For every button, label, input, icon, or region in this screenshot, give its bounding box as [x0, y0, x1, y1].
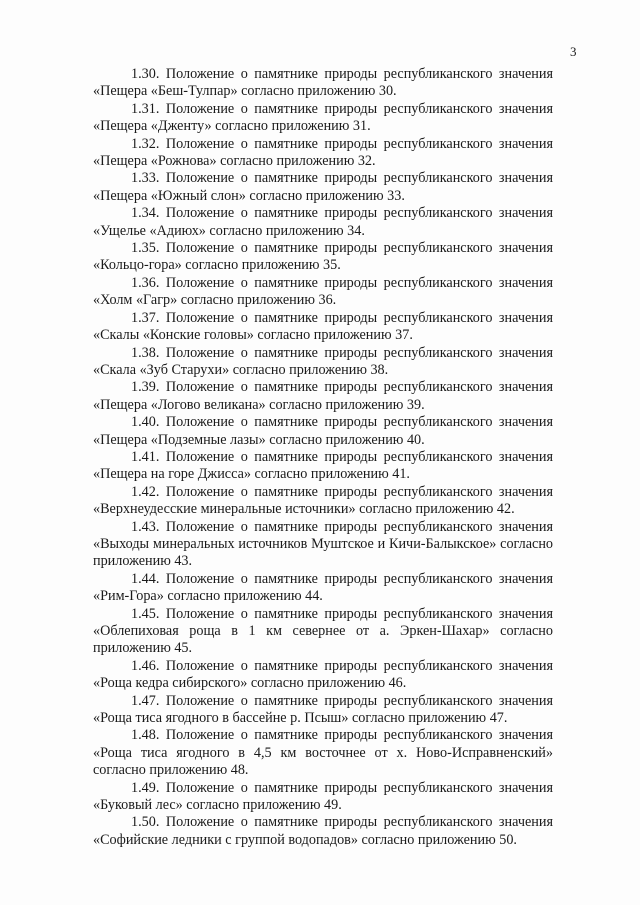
- list-item: [93, 136, 553, 171]
- item-heading-line: 1.35. Положение о памятнике природы республиканского значения: [131, 240, 553, 257]
- document-body: [93, 66, 553, 849]
- list-item: [93, 449, 553, 484]
- item-object-name: «Рим-Гора» согласно приложению 44.: [93, 588, 323, 605]
- list-item: [93, 275, 553, 310]
- item-heading-line: 1.45. Положение о памятнике природы республиканского значения: [131, 605, 553, 622]
- item-object-name: «Роща тиса ягодного в 4,5 км восточнее от х. Ново-Исправненский» согласно приложению 48.: [93, 744, 553, 779]
- item-object-name: «Роща тиса ягодного в бассейне р. Псыш» согласно приложению 47.: [93, 710, 508, 727]
- item-object-name: «Пещера на горе Джисса» согласно приложению 41.: [93, 466, 410, 483]
- item-object-name: «Верхнеудесские минеральные источники» согласно приложению 42.: [93, 501, 515, 518]
- item-heading-line: 1.46. Положение о памятнике природы республиканского значения: [131, 657, 553, 674]
- item-heading-line: 1.41. Положение о памятнике природы республиканского значения: [131, 448, 553, 465]
- list-item: [93, 310, 553, 345]
- list-item: [93, 101, 553, 136]
- list-item: [93, 345, 553, 380]
- list-item: [93, 571, 553, 606]
- item-heading-line: 1.37. Положение о памятнике природы республиканского значения: [131, 309, 553, 326]
- item-object-name: «Пещера «Южный слон» согласно приложению 33.: [93, 187, 405, 204]
- item-object-name: «Скала «Зуб Старухи» согласно приложению 38.: [93, 361, 389, 378]
- list-item: [93, 66, 553, 101]
- item-heading-line: 1.32. Положение о памятнике природы республиканского значения: [131, 135, 553, 152]
- item-heading-line: 1.43. Положение о памятнике природы республиканского значения: [131, 518, 553, 535]
- item-object-name: «Выходы минеральных источников Муштское и Кичи-Балыкское» согласно приложению 43.: [93, 535, 553, 570]
- item-heading-line: 1.47. Положение о памятнике природы республиканского значения: [131, 692, 553, 709]
- list-item: [93, 240, 553, 275]
- list-item: [93, 379, 553, 414]
- item-heading-line: 1.40. Положение о памятнике природы республиканского значения: [131, 414, 553, 431]
- list-item: [93, 484, 553, 519]
- list-item: [93, 519, 553, 571]
- item-object-name: «Буковый лес» согласно приложению 49.: [93, 797, 342, 814]
- list-item: [93, 170, 553, 205]
- item-object-name: «Ущелье «Адиюх» согласно приложению 34.: [93, 222, 365, 239]
- page-number: 3: [570, 44, 577, 59]
- item-heading-line: 1.48. Положение о памятнике природы республиканского значения: [131, 727, 553, 744]
- list-item: [93, 814, 553, 849]
- item-object-name: «Пещера «Беш-Тулпар» согласно приложению 30.: [93, 83, 397, 100]
- item-heading-line: 1.36. Положение о памятнике природы республиканского значения: [131, 274, 553, 291]
- list-item: [93, 658, 553, 693]
- item-heading-line: 1.31. Положение о памятнике природы республиканского значения: [131, 100, 553, 117]
- list-item: [93, 205, 553, 240]
- item-heading-line: 1.49. Положение о памятнике природы республиканского значения: [131, 779, 553, 796]
- item-object-name: «Кольцо-гора» согласно приложению 35.: [93, 257, 341, 274]
- item-heading-line: 1.50. Положение о памятнике природы республиканского значения: [131, 814, 553, 831]
- item-object-name: «Холм «Гагр» согласно приложению 36.: [93, 292, 337, 309]
- item-heading-line: 1.44. Положение о памятнике природы республиканского значения: [131, 570, 553, 587]
- item-heading-line: 1.38. Положение о памятнике природы республиканского значения: [131, 344, 553, 361]
- list-item: [93, 693, 553, 728]
- item-heading-line: 1.33. Положение о памятнике природы республиканского значения: [131, 170, 553, 187]
- list-item: [93, 606, 553, 658]
- item-object-name: «Пещера «Рожнова» согласно приложению 32.: [93, 153, 376, 170]
- item-heading-line: 1.42. Положение о памятнике природы республиканского значения: [131, 483, 553, 500]
- item-heading-line: 1.34. Положение о памятнике природы республиканского значения: [131, 205, 553, 222]
- item-heading-line: 1.39. Положение о памятнике природы республиканского значения: [131, 379, 553, 396]
- item-object-name: «Облепиховая роща в 1 км севернее от а. Эркен-Шахар» согласно приложению 45.: [93, 623, 553, 657]
- item-heading-line: 1.30. Положение о памятнике природы республиканского значения: [131, 66, 553, 82]
- item-object-name: «Роща кедра сибирского» согласно приложению 46.: [93, 675, 407, 692]
- item-object-name: «Пещера «Дженту» согласно приложению 31.: [93, 118, 371, 135]
- list-item: [93, 727, 553, 779]
- item-object-name: «Пещера «Логово великана» согласно приложению 39.: [93, 396, 425, 413]
- item-object-name: «Пещера «Подземные лазы» согласно приложению 40.: [93, 431, 425, 448]
- item-object-name: «Софийские ледники с группой водопадов» согласно приложению 50.: [93, 831, 517, 848]
- item-object-name: «Скалы «Конские головы» согласно приложению 37.: [93, 327, 413, 344]
- list-item: [93, 780, 553, 815]
- list-item: [93, 414, 553, 449]
